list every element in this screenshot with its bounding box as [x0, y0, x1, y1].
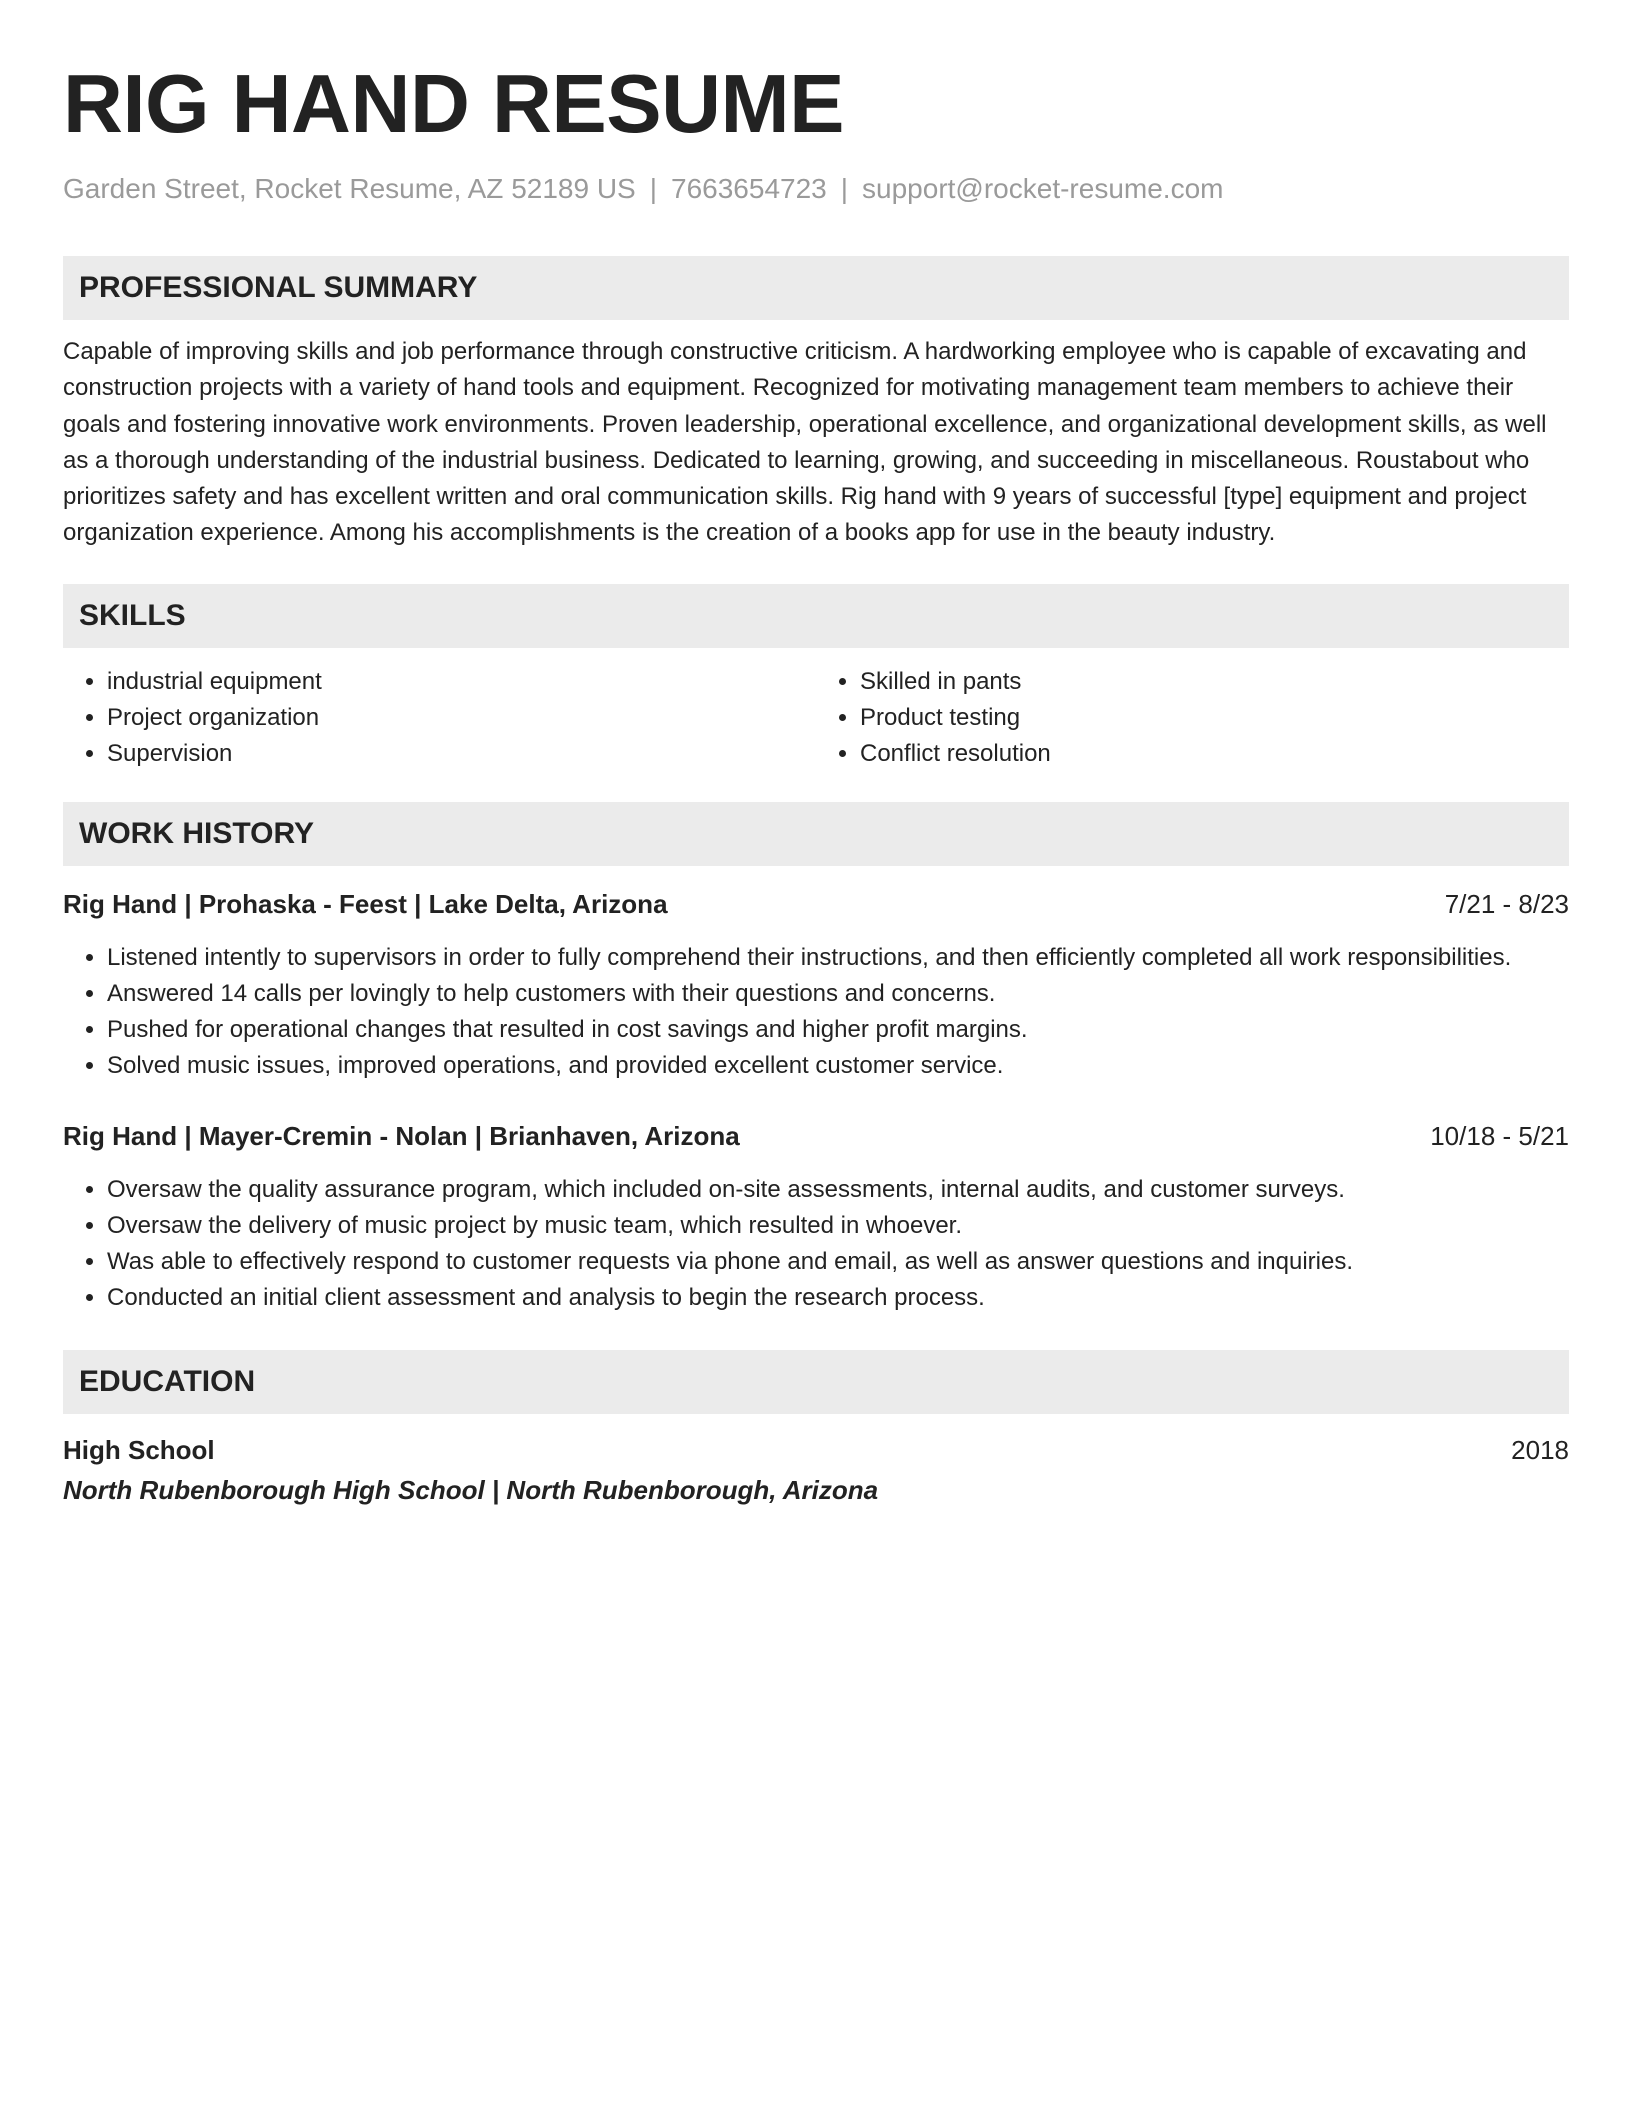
contact-line: [63, 170, 1569, 208]
contact-phone: 7663654723: [671, 173, 827, 204]
education-degree: High School: [63, 1434, 215, 1465]
skill-item: • industrial equipment: [107, 664, 816, 700]
job-entry: [63, 886, 1569, 1084]
contact-separator: |: [840, 173, 849, 204]
section-header-summary: PROFESSIONAL SUMMARY: [63, 256, 1569, 320]
section-header-work-history: WORK HISTORY: [63, 802, 1569, 866]
section-header-education: EDUCATION: [63, 1350, 1569, 1414]
education-year: 2018: [1511, 1434, 1569, 1465]
job-heading: Rig Hand | Mayer-Cremin - Nolan | Brianhaven, Arizona: [63, 1120, 740, 1151]
job-bullet: • Solved music issues, improved operations, and provided excellent customer service.: [107, 1048, 1569, 1084]
contact-address: Garden Street, Rocket Resume, AZ 52189 US: [63, 173, 636, 204]
job-heading-row: [63, 1118, 1569, 1154]
education-entry: [63, 1432, 1569, 1508]
skills-column-right: [816, 664, 1569, 772]
job-bullet: • Answered 14 calls per lovingly to help customers with their questions and concerns.: [107, 976, 1569, 1012]
job-bullet: • Pushed for operational changes that resulted in cost savings and higher profit margins.: [107, 1012, 1569, 1048]
job-bullet: • Oversaw the quality assurance program, which included on-site assessments, internal audits, and customer surveys.: [107, 1172, 1569, 1208]
skills-column-left: [63, 664, 816, 772]
skill-item: • Project organization: [107, 700, 816, 736]
job-heading: Rig Hand | Prohaska - Feest | Lake Delta, Arizona: [63, 888, 668, 919]
job-bullets: [63, 940, 1569, 1084]
contact-separator: |: [649, 173, 658, 204]
resume-title: RIG HAND RESUME: [63, 57, 845, 150]
job-bullet: • Was able to effectively respond to customer requests via phone and email, as well as answer questions and inquiries.: [107, 1244, 1569, 1280]
job-entry: [63, 1118, 1569, 1316]
contact-email: support@rocket-resume.com: [862, 173, 1224, 204]
education-school: North Rubenborough High School | North Rubenborough, Arizona: [63, 1474, 879, 1505]
skills-list: [63, 664, 1569, 772]
skill-item: • Conflict resolution: [860, 736, 1569, 772]
job-dates: 7/21 - 8/23: [1444, 888, 1569, 919]
section-header-skills: SKILLS: [63, 584, 1569, 648]
skill-item: • Supervision: [107, 736, 816, 772]
job-bullet: • Listened intently to supervisors in order to fully comprehend their instructions, and then efficiently completed all work responsibilities.: [107, 940, 1569, 976]
summary-text: Capable of improving skills and job performance through constructive criticism. A hardworking employee who is capable of excavating and construction projects with a variety of hand tools and equipment. Recognized for motivating management team members to achieve their goals and fostering innovative work environments. Proven leadership, operational excellence, and organizational development skills, as well as a thorough understanding of the industrial business. Dedicated to learning, growing, and succeeding in miscellaneous. Roustabout who prioritizes safety and has excellent written and oral communication skills. Rig hand with 9 years of successful [type] equipment and project organization experience. Among his accomplishments is the creation of a books app for use in the beauty industry.: [63, 338, 1547, 547]
skill-item: • Product testing: [860, 700, 1569, 736]
skill-item: • Skilled in pants: [860, 664, 1569, 700]
job-bullet: • Oversaw the delivery of music project by music team, which resulted in whoever.: [107, 1208, 1569, 1244]
job-heading-row: [63, 886, 1569, 922]
job-bullet: • Conducted an initial client assessment and analysis to begin the research process.: [107, 1280, 1569, 1316]
education-heading-row: [63, 1432, 1569, 1468]
job-dates: 10/18 - 5/21: [1430, 1120, 1569, 1151]
job-bullets: [63, 1172, 1569, 1316]
